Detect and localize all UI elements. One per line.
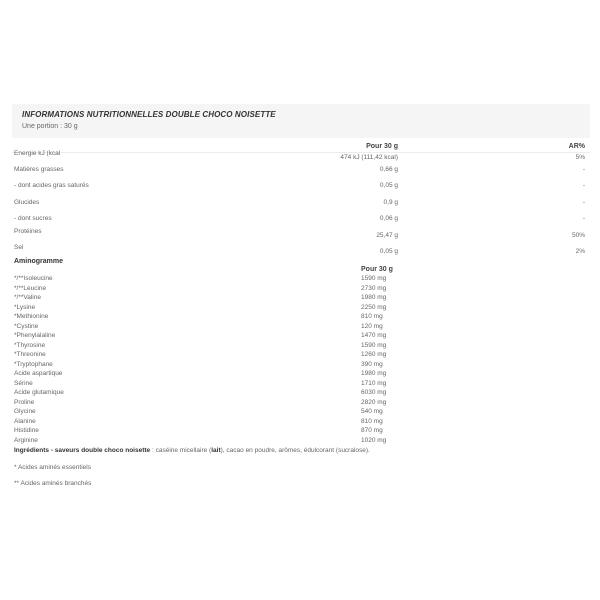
- amino-value: 120 mg: [361, 322, 383, 330]
- amino-value: 2250 mg: [361, 303, 387, 311]
- nutrition-row: [12, 199, 590, 215]
- amino-value: 810 mg: [361, 313, 383, 320]
- amino-row: [12, 323, 590, 333]
- amino-label: Acide glutamique: [14, 389, 64, 396]
- ingredients-allergen: lait: [211, 447, 221, 454]
- nutrient-value: 0,66 g: [379, 166, 398, 173]
- ingredients-part-1: : caséine micellaire (: [150, 447, 212, 454]
- amino-value: 1590 mg: [361, 275, 387, 282]
- amino-row: [12, 389, 590, 399]
- amino-label: *Threonine: [14, 351, 46, 358]
- amino-label: */**Leucine: [14, 284, 47, 292]
- nutrient-value: 474 kJ (111,42 kcal): [340, 154, 398, 161]
- nutrient-label: Protéines: [14, 228, 42, 235]
- amino-row: [12, 418, 590, 428]
- amino-value: 2820 mg: [361, 398, 387, 406]
- nutrient-value: 25,47 g: [376, 232, 398, 239]
- nutrient-ar: -: [582, 166, 585, 173]
- note-branched: ** Acides aminés branchés: [14, 480, 92, 487]
- ingredients-part-2: ), cacao en poudre, arômes, édulcorant (sucralose).: [220, 447, 370, 454]
- amino-value: 1710 mg: [361, 379, 387, 387]
- amino-label: *Methionine: [14, 313, 49, 320]
- amino-row: [12, 351, 590, 361]
- amino-value: 870 mg: [361, 427, 383, 434]
- amino-label: *Cystine: [14, 322, 39, 330]
- aminogram-table: [12, 258, 590, 448]
- note-essential: * Acides aminés essentiels: [14, 464, 91, 471]
- amino-value: 1590 mg: [361, 341, 387, 349]
- column-header-ar: AR%: [568, 143, 585, 150]
- amino-value: 1980 mg: [361, 370, 387, 377]
- amino-label: *Thyrosine: [14, 341, 46, 349]
- nutrient-label: Glucides: [14, 199, 40, 206]
- amino-label: Histidine: [14, 427, 39, 434]
- nutrient-value: 0,05 g: [379, 248, 398, 255]
- amino-label: Acide aspartique: [14, 370, 63, 377]
- nutrient-value: 0,06 g: [379, 215, 398, 222]
- amino-label: *Tryptophane: [14, 360, 53, 368]
- nutrient-label: - dont acides gras saturés: [14, 182, 89, 189]
- column-header-value: Pour 30 g: [366, 143, 398, 150]
- nutrient-label: Sel: [14, 244, 24, 251]
- nutrition-table: [12, 138, 590, 258]
- amino-row: [12, 304, 590, 314]
- amino-label: *Phenylalaline: [14, 332, 56, 339]
- nutrient-ar: -: [582, 182, 585, 189]
- amino-label: Arginine: [14, 436, 38, 444]
- amino-value: 390 mg: [361, 360, 383, 368]
- amino-label: Sérine: [14, 379, 33, 387]
- nutrient-ar: 2%: [575, 248, 585, 255]
- amino-label: */**Valine: [14, 294, 41, 301]
- nutrient-ar: 5%: [575, 154, 585, 161]
- nutrition-row: [12, 182, 590, 198]
- amino-label: Alanine: [14, 417, 36, 425]
- amino-row: [12, 313, 590, 323]
- amino-value: 540 mg: [361, 408, 383, 415]
- amino-row: [12, 380, 590, 390]
- amino-row: [12, 370, 590, 380]
- nutrient-ar: -: [582, 199, 585, 206]
- amino-value: 1260 mg: [361, 351, 387, 358]
- amino-row: [12, 275, 590, 285]
- amino-value: 2730 mg: [361, 284, 387, 292]
- amino-row: [12, 427, 590, 437]
- nutrient-label: Energie kJ (kcal: [14, 150, 61, 157]
- amino-row: [12, 342, 590, 352]
- amino-value: 6030 mg: [361, 389, 387, 396]
- nutrient-value: 0,05 g: [379, 182, 398, 189]
- amino-value: 1980 mg: [361, 294, 387, 301]
- amino-row: [12, 361, 590, 371]
- amino-value: 1020 mg: [361, 436, 387, 444]
- amino-value: 810 mg: [361, 417, 383, 425]
- nutrient-label: Matières grasses: [14, 166, 64, 173]
- nutrition-panel: [12, 104, 590, 487]
- nutrient-value: 0,9 g: [383, 199, 398, 206]
- amino-row: [12, 437, 590, 447]
- portion-size: Une portion : 30 g: [22, 123, 78, 130]
- amino-label: Glycine: [14, 408, 36, 415]
- amino-row: [12, 408, 590, 418]
- nutrient-ar: 50%: [571, 232, 585, 239]
- amino-label: Proline: [14, 398, 35, 406]
- nutrition-row: [12, 150, 590, 166]
- amino-row: [12, 332, 590, 342]
- amino-label: */**Isoleucine: [14, 275, 53, 282]
- amino-label: *Lysine: [14, 303, 36, 311]
- ingredients-heading: Ingrédients - saveurs double choco noisette: [14, 447, 151, 454]
- panel-title: INFORMATIONS NUTRITIONNELLES DOUBLE CHOCO NOISETTE: [22, 110, 276, 119]
- nutrient-ar: -: [582, 215, 585, 222]
- amino-row: [12, 294, 590, 304]
- aminogram-title: Aminogramme: [14, 258, 64, 265]
- ingredients-text: [14, 447, 584, 454]
- amino-row: [12, 285, 590, 295]
- panel-header: [12, 104, 590, 138]
- amino-row: [12, 399, 590, 409]
- nutrition-row: [12, 228, 590, 244]
- nutrient-label: - dont sucres: [14, 215, 52, 222]
- aminogram-column-header: Pour 30 g: [361, 266, 393, 273]
- nutrition-row: [12, 166, 590, 182]
- amino-value: 1470 mg: [361, 332, 387, 339]
